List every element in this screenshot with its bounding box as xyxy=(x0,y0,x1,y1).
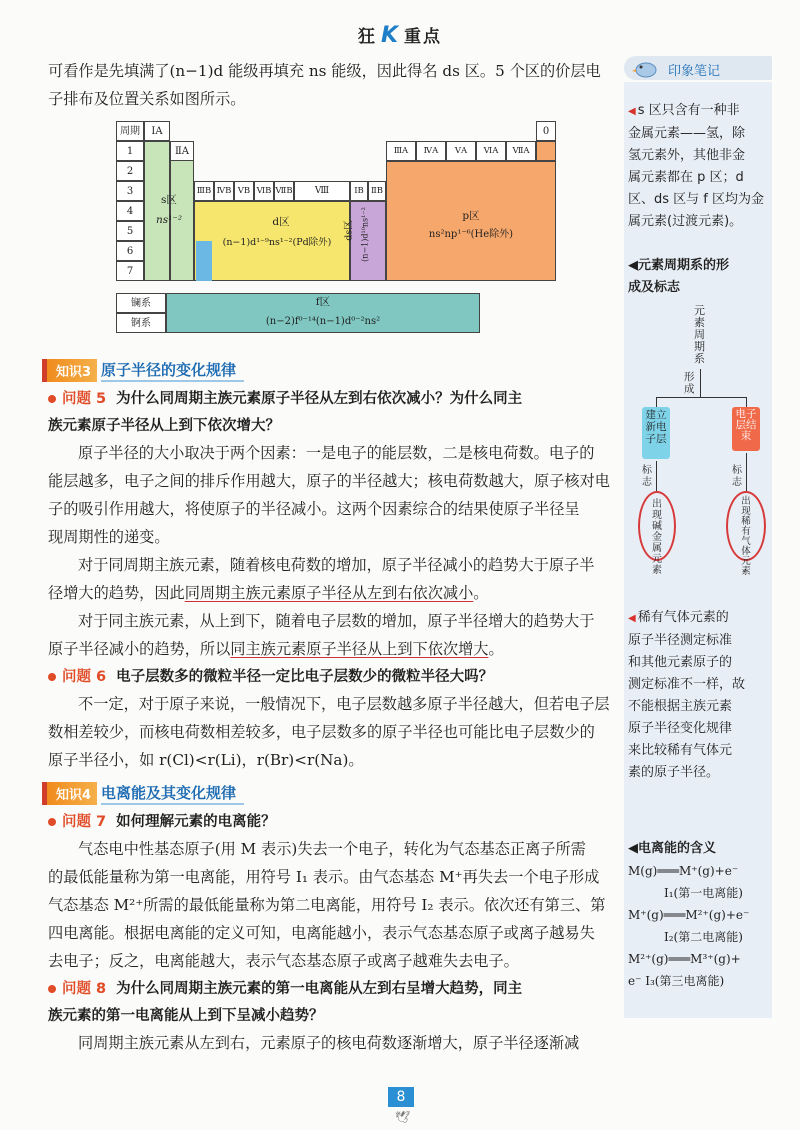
period-2: 2 xyxy=(116,161,144,181)
question-6 xyxy=(48,664,620,691)
p-block-config: ns²np¹⁻⁶(He除外) xyxy=(428,229,514,240)
diagram-left-drop xyxy=(656,397,657,407)
diagram-left-mark: 标志 xyxy=(642,465,652,488)
period-5: 5 xyxy=(116,221,144,241)
periodic-table-figure xyxy=(116,121,576,351)
knowledge-4-title: 电离能及其变化规律 xyxy=(101,782,244,805)
p-block-label: p区 xyxy=(462,210,480,222)
p5-b2: 径增大的趋势，因此同周期主族元素原子半径从左到右依次减小。 xyxy=(48,584,489,602)
p5-c1: 对于同主族元素，从上到下，随着电子层数的增加，原子半径增大的趋势大于 xyxy=(78,612,595,630)
header-k-logo: K xyxy=(380,23,401,48)
question-bullet-icon xyxy=(47,672,57,682)
underlined-conclusion-1: 同周期主族元素原子半径从左到右依次减小 xyxy=(184,584,474,602)
question-7-line-1: 如何理解元素的电离能？ xyxy=(116,814,276,830)
diagram-right-mark: 标志 xyxy=(732,465,742,488)
p6-l1: 不一定，对于原子来说，一般情况下，电子层数越多原子半径越大，但若电子层 xyxy=(78,695,610,713)
p5-c2: 原子半径减小的趋势，所以同主族元素原子半径从上到下依次增大。 xyxy=(48,640,504,658)
header-title-right: 重点 xyxy=(404,27,443,47)
question-7 xyxy=(48,809,620,836)
group-va: ⅤA xyxy=(446,141,476,161)
lanthanide-label: 镧系 xyxy=(116,293,166,313)
s-block-label: s区 xyxy=(161,194,177,206)
note-ionization-title: ◀电离能的含义 xyxy=(628,841,717,856)
group-iiia: ⅢA xyxy=(386,141,416,161)
knowledge-4-heading xyxy=(46,782,620,805)
sidebar-header-title: 印象笔记 xyxy=(668,64,721,79)
question-bullet-icon xyxy=(47,984,57,994)
diagram-form-label: 形成 xyxy=(684,371,695,395)
note-ionization-equations: M(g)═══M⁺(g)+e⁻ I₁(第一电离能) M⁺(g)═══M²⁺(g)+e⁻ I₂(第二电离能) M²⁺(g)═══M³⁺(g)+ e⁻ I₃(第三电离能) xyxy=(628,864,750,988)
diagram-right-box: 电子层结束 xyxy=(732,407,760,451)
knowledge-3-title: 原子半径的变化规律 xyxy=(101,359,244,382)
sidebar-header xyxy=(624,56,772,80)
group-ivb: ⅣB xyxy=(214,181,234,201)
question-6-tag: 问题 6 xyxy=(48,669,106,685)
p5-a4: 现周期性的递变。 xyxy=(48,528,170,546)
intro-line-1: 可看作是先填满了(n−1)d 能级再填充 ns 能级，因此得名 ds 区。5 个区的价层电 xyxy=(48,62,601,80)
group-viib: ⅦB xyxy=(274,181,294,201)
page-header xyxy=(0,22,800,48)
f-block-config: (n−2)f⁰⁻¹⁴(n−1)d⁰⁻²ns² xyxy=(265,316,381,327)
question-5 xyxy=(48,386,620,440)
period-6: 6 xyxy=(116,241,144,261)
note-s-block: ◀ s 区只含有一种非 金属元素——氢，除 氢元素外，其他非金 属元素都在 p 区；d 区、ds 区与 f 区均为金 属元素(过渡元素)。 xyxy=(628,103,764,229)
question-6-line-1: 电子层数多的微粒半径一定比电子层数少的微粒半径大吗？ xyxy=(116,669,494,685)
group-vb: ⅤB xyxy=(234,181,254,201)
group-iib: ⅡB xyxy=(368,181,386,201)
sidebar-notes xyxy=(624,56,772,1018)
p7-l3: 气态基态 M²⁺所需的最低能量称为第二电离能，用符号 I₂ 表示。依次还有第三、第 xyxy=(48,896,606,914)
group-iiib: ⅢB xyxy=(194,181,214,201)
period-3: 3 xyxy=(116,181,144,201)
diagram-top-label: 元素周期系 xyxy=(694,304,705,365)
group-via: ⅥA xyxy=(476,141,506,161)
period-1: 1 xyxy=(116,141,144,161)
diagram-left-box: 建立新电子层 xyxy=(642,407,670,459)
group-viia: ⅦA xyxy=(506,141,536,161)
p5-b1: 对于同周期主族元素，随着核电荷数的增加，原子半径减小的趋势大于原子半 xyxy=(78,556,595,574)
question-bullet-icon xyxy=(47,817,57,827)
d-block-config: (n−1)d¹⁻⁹ns¹⁻²(Pd除外) xyxy=(222,237,332,248)
s-block-config: ns¹⁻² xyxy=(155,214,183,226)
p6-l3: 原子半径小，如 r(Cl)<r(Li)，r(Br)<r(Na)。 xyxy=(48,751,364,769)
group-viii: Ⅷ xyxy=(294,181,350,201)
triangle-marker-icon: ◀ xyxy=(628,841,638,856)
group-zero: 0 xyxy=(536,121,556,141)
ds-block-label: ds区 xyxy=(343,220,355,241)
question-5-line-1: 为什么同周期主族元素原子半径从左到右依次减小？为什么同主 xyxy=(116,391,523,407)
p7-l5: 去电子；反之，电离能越大，表示气态基态原子或离子越难失去电子。 xyxy=(48,952,519,970)
p7-l1: 气态电中性基态原子(用 M 表示)失去一个电子，转化为气态基态正离子所需 xyxy=(78,840,586,858)
group-ib: ⅠB xyxy=(350,181,368,201)
p6-l2: 数相差较少，而核电荷数相差较多，电子层数多的原子半径也可能比电子层数少的 xyxy=(48,723,595,741)
p8-l1: 同周期主族元素从左到右，元素原子的核电荷数逐渐增大，原子半径逐渐减 xyxy=(78,1034,580,1052)
bird-icon xyxy=(632,57,660,79)
diagram-right-drop xyxy=(746,397,747,407)
diagram-line-top xyxy=(700,369,701,397)
periodic-system-diagram xyxy=(628,304,768,577)
diagram-left-line xyxy=(656,461,657,491)
p7-l4: 四电离能。根据电离能的定义可知，电离能越小，表示气态基态原子或离子越易失 xyxy=(48,924,595,942)
intro-line-2: 子排布及位置关系如图所示。 xyxy=(48,90,246,108)
group-ia: ⅠA xyxy=(144,121,170,141)
knowledge-3-heading xyxy=(46,359,620,382)
diagram-right-line xyxy=(746,453,747,491)
diagram-branch-line xyxy=(656,397,746,398)
ds-block-config: (n−1)d¹⁰ns¹⁻² xyxy=(360,207,370,262)
main-column xyxy=(48,58,620,1058)
p5-a3: 子的吸引作用越大，将使原子的半径减小。这两个因素综合的结果使原子半径呈 xyxy=(48,500,580,518)
p-block-he xyxy=(536,141,556,161)
period-header: 周期 xyxy=(116,121,144,141)
underlined-conclusion-2: 同主族元素原子半径从上到下依次增大 xyxy=(230,640,489,658)
question-8-line-1: 为什么同周期主族元素的第一电离能从左到右呈增大趋势，同主 xyxy=(116,981,523,997)
question-5-line-2: 族元素原子半径从上到下依次增大？ xyxy=(48,418,280,434)
note-noble-gas-radius: ◀ 稀有气体元素的 原子半径测定标准 和其他元素原子的 测定标准不一样，故 不能根据主族元素 原子半径变化规律 来比较稀有气体元 素的原子半径。 xyxy=(628,610,746,780)
group-iia: ⅡA xyxy=(170,141,194,161)
d-block-label: d区 xyxy=(272,216,290,228)
p7-l2: 的最低能量称为第一电离能，用符号 I₁ 表示。由气态基态 M⁺再失去一个电子形成 xyxy=(48,868,600,886)
triangle-marker-icon: ◀ xyxy=(628,258,638,273)
actinide-label: 锕系 xyxy=(116,313,166,333)
triangle-marker-icon: ◀ xyxy=(628,613,636,624)
period-7: 7 xyxy=(116,261,144,281)
group-vib: ⅥB xyxy=(254,181,274,201)
p5-a2: 能层越多，电子之间的排斥作用越大，原子的半径越大；核电荷数越大，原子核对电 xyxy=(48,472,610,490)
f-block-label: f区 xyxy=(315,296,331,308)
question-bullet-icon xyxy=(47,394,57,404)
period-4: 4 xyxy=(116,201,144,221)
diagram-right-oval: 出现稀有气体元素 xyxy=(726,491,766,561)
triangle-marker-icon: ◀ xyxy=(628,106,636,117)
question-8-line-2: 族元素的第一电离能从上到下呈减小趋势？ xyxy=(48,1008,324,1024)
p5-a1: 原子半径的大小取决于两个因素：一是电子的能层数，二是核电荷数。电子的 xyxy=(78,444,595,462)
question-7-tag: 问题 7 xyxy=(48,814,106,830)
sidebar-body xyxy=(624,82,772,1018)
question-8-tag: 问题 8 xyxy=(48,981,106,997)
diagram-left-oval: 出现碱金属元素 xyxy=(638,491,676,561)
group-iva: ⅣA xyxy=(416,141,446,161)
knowledge-4-badge: 知识4 xyxy=(46,782,97,805)
note-periodic-system-title: ◀元素周期系的形 成及标志 xyxy=(628,258,730,295)
header-title-left: 狂 xyxy=(357,27,377,47)
page-footer-bird-icon: 🕊 xyxy=(395,1110,411,1124)
page-number: 8 xyxy=(388,1087,414,1107)
knowledge-3-badge: 知识3 xyxy=(46,359,97,382)
question-5-tag: 问题 5 xyxy=(48,391,106,407)
question-8 xyxy=(48,976,620,1030)
